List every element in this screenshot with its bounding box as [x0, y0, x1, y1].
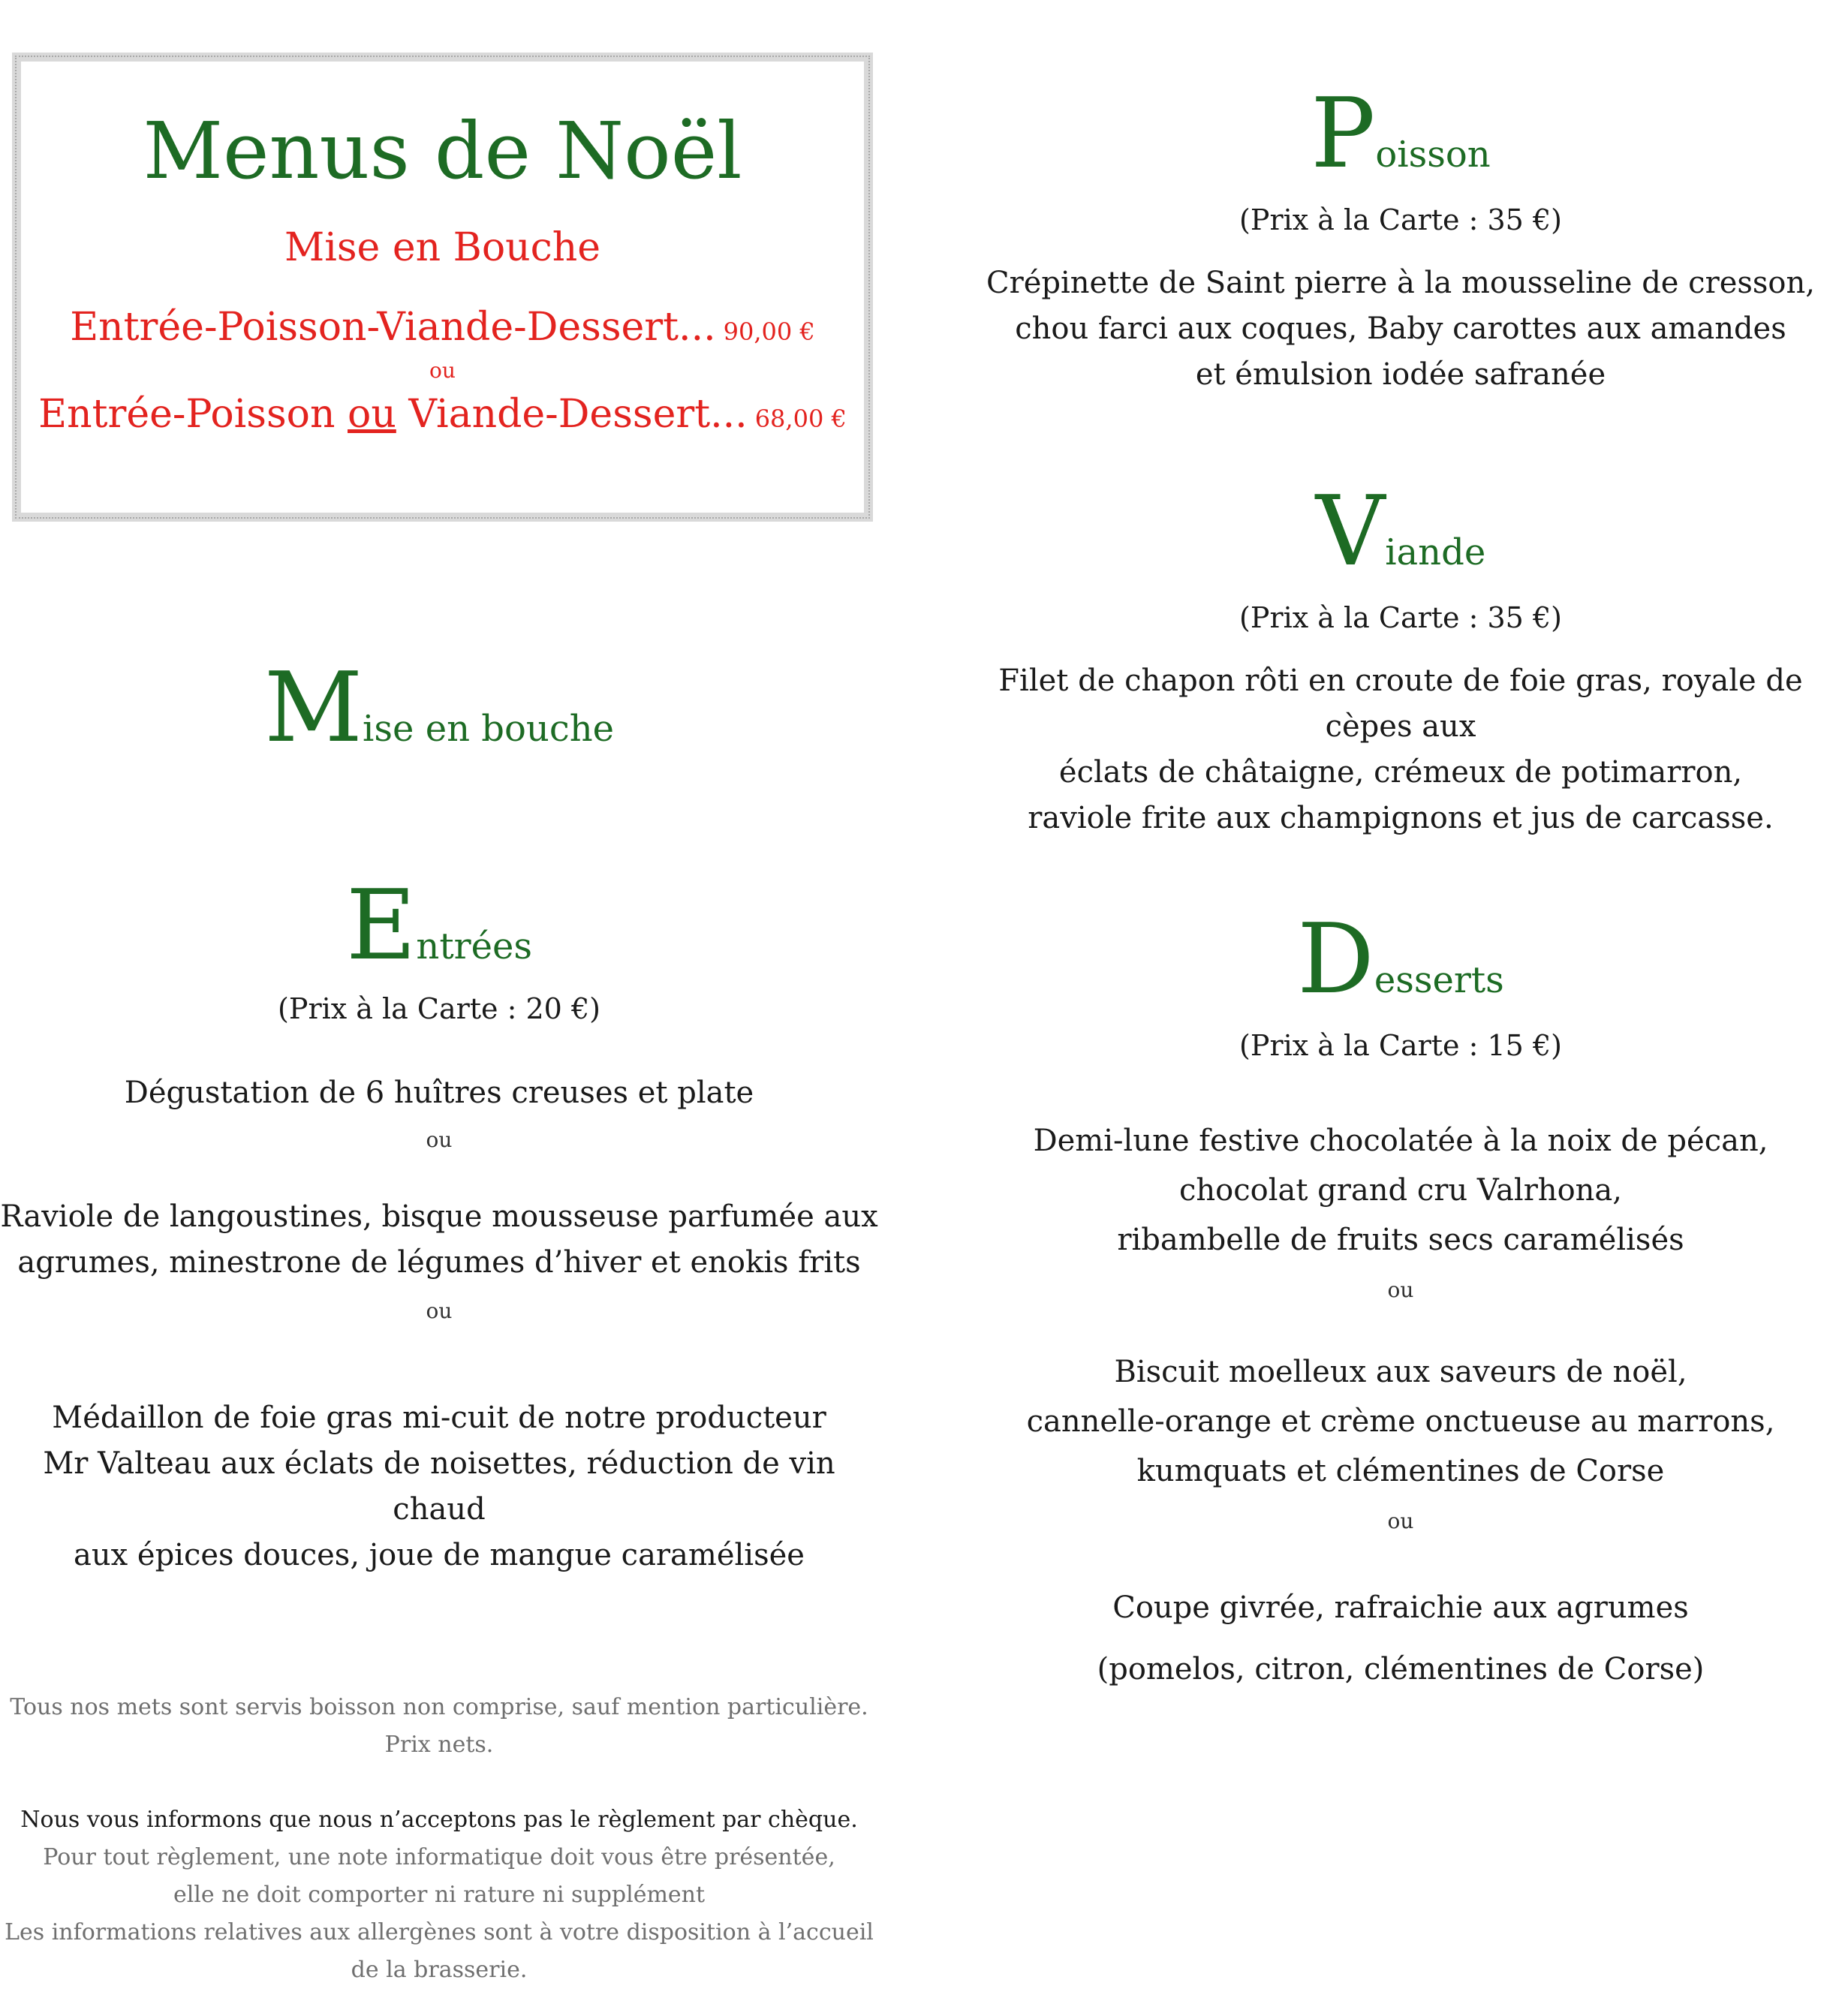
viande-dish [953, 658, 1848, 841]
box-ou: ou [429, 357, 456, 383]
poisson-section [953, 78, 1848, 398]
dessert-1 [953, 1116, 1848, 1265]
menu-title: Menus de Noël [143, 105, 742, 197]
entree-dish-3-line-2: Mr Valteau aux éclats de noisettes, réduction de vin chaud [43, 1446, 835, 1527]
footer-line-4: elle ne doit comporter ni rature ni supplément [173, 1882, 706, 1908]
viande-cap: V [1315, 476, 1386, 588]
dessert-3-line-2: (pomelos, citron, clémentines de Corse) [1097, 1651, 1705, 1687]
viande-section [953, 476, 1848, 841]
entree-ou-2: ou [426, 1298, 453, 1323]
mise-en-bouche-heading [0, 652, 878, 764]
entrees-cap: E [345, 870, 417, 982]
dessert-3-line-1: Coupe givrée, rafraichie aux agrumes [1112, 1590, 1689, 1625]
viande-line-2: éclats de châtaigne, crémeux de potimarron, [1058, 754, 1743, 790]
short-menu-text-a: Entrée-Poisson [38, 391, 348, 437]
entree-dish-3 [0, 1395, 878, 1578]
mise-en-bouche-cap: M [263, 652, 363, 764]
entrees-rest: ntrées [416, 925, 533, 967]
desserts-cap: D [1297, 904, 1374, 1016]
mise-en-bouche-rest: ise en bouche [363, 708, 615, 750]
poisson-price: (Prix à la Carte : 35 €) [1239, 203, 1562, 236]
poisson-line-3: et émulsion iodée safranée [1195, 357, 1606, 392]
footer-line-2: Nous vous informons que nous n’acceptons pas le règlement par chèque. [20, 1807, 858, 1833]
footer-line-5: Les informations relatives aux allergènes sont à votre disposition à l’accueil de la brasserie. [5, 1919, 874, 1983]
viande-rest: iande [1385, 531, 1486, 573]
entree-dish-1: Dégustation de 6 huîtres creuses et plate [124, 1075, 754, 1110]
poisson-line-2: chou farci aux coques, Baby carottes aux amandes [1015, 311, 1786, 346]
short-menu-price: 68,00 € [754, 404, 847, 433]
dessert-ou-2: ou [1387, 1508, 1414, 1533]
menu-box [12, 53, 873, 522]
dessert-2-line-1: Biscuit moelleux aux saveurs de noël, [1114, 1354, 1687, 1389]
full-menu-price: 90,00 € [723, 317, 815, 346]
entree-ou-1: ou [426, 1127, 453, 1152]
footer-line-3: Pour tout règlement, une note informatique doit vous être présentée, [43, 1844, 835, 1870]
entrees-price: (Prix à la Carte : 20 €) [278, 992, 600, 1025]
dessert-ou-1: ou [1387, 1277, 1414, 1302]
short-menu-text-b: Viande-Dessert... [396, 391, 748, 437]
short-menu-ou: ou [348, 391, 396, 437]
poisson-rest: oisson [1375, 134, 1491, 176]
viande-line-3: raviole frite aux champignons et jus de carcasse. [1028, 800, 1774, 835]
box-line-full-menu [21, 306, 864, 349]
footer [0, 1689, 878, 1989]
entrees-section [0, 870, 878, 1578]
dessert-2-line-2: cannelle-orange et crème onctueuse au marrons, [1026, 1404, 1775, 1439]
viande-line-1: Filet de chapon rôti en croute de foie gras, royale de cèpes aux [998, 663, 1803, 744]
footer-line-1: Tous nos mets sont servis boisson non comprise, sauf mention particulière. Prix nets. [10, 1694, 868, 1758]
entree-dish-3-line-1: Médaillon de foie gras mi-cuit de notre producteur [52, 1400, 826, 1435]
dessert-2-line-3: kumquats et clémentines de Corse [1136, 1453, 1665, 1488]
box-line-short-menu [21, 393, 864, 436]
dessert-1-line-3: ribambelle de fruits secs caramélisés [1117, 1222, 1684, 1257]
entree-dish-2 [0, 1194, 878, 1286]
poisson-cap: P [1311, 78, 1376, 190]
dessert-3 [953, 1577, 1848, 1700]
desserts-rest: esserts [1374, 959, 1504, 1001]
dessert-1-line-1: Demi-lune festive chocolatée à la noix de pécan, [1033, 1123, 1768, 1158]
entree-dish-2-line-1: Raviole de langoustines, bisque mousseuse parfumée aux [0, 1199, 878, 1234]
desserts-section [953, 904, 1848, 1700]
desserts-price: (Prix à la Carte : 15 €) [1239, 1029, 1562, 1062]
entree-dish-3-line-3: aux épices douces, joue de mangue caramélisée [74, 1537, 805, 1572]
poisson-dish [953, 260, 1848, 398]
box-line-mise-en-bouche: Mise en Bouche [284, 225, 601, 271]
poisson-line-1: Crépinette de Saint pierre à la mousseline de cresson, [986, 265, 1815, 300]
dessert-1-line-2: chocolat grand cru Valrhona, [1179, 1172, 1622, 1208]
viande-price: (Prix à la Carte : 35 €) [1239, 601, 1562, 634]
full-menu-text: Entrée-Poisson-Viande-Dessert... [70, 304, 716, 350]
dessert-2 [953, 1347, 1848, 1496]
entree-dish-2-line-2: agrumes, minestrone de légumes d’hiver et enokis frits [17, 1244, 861, 1280]
